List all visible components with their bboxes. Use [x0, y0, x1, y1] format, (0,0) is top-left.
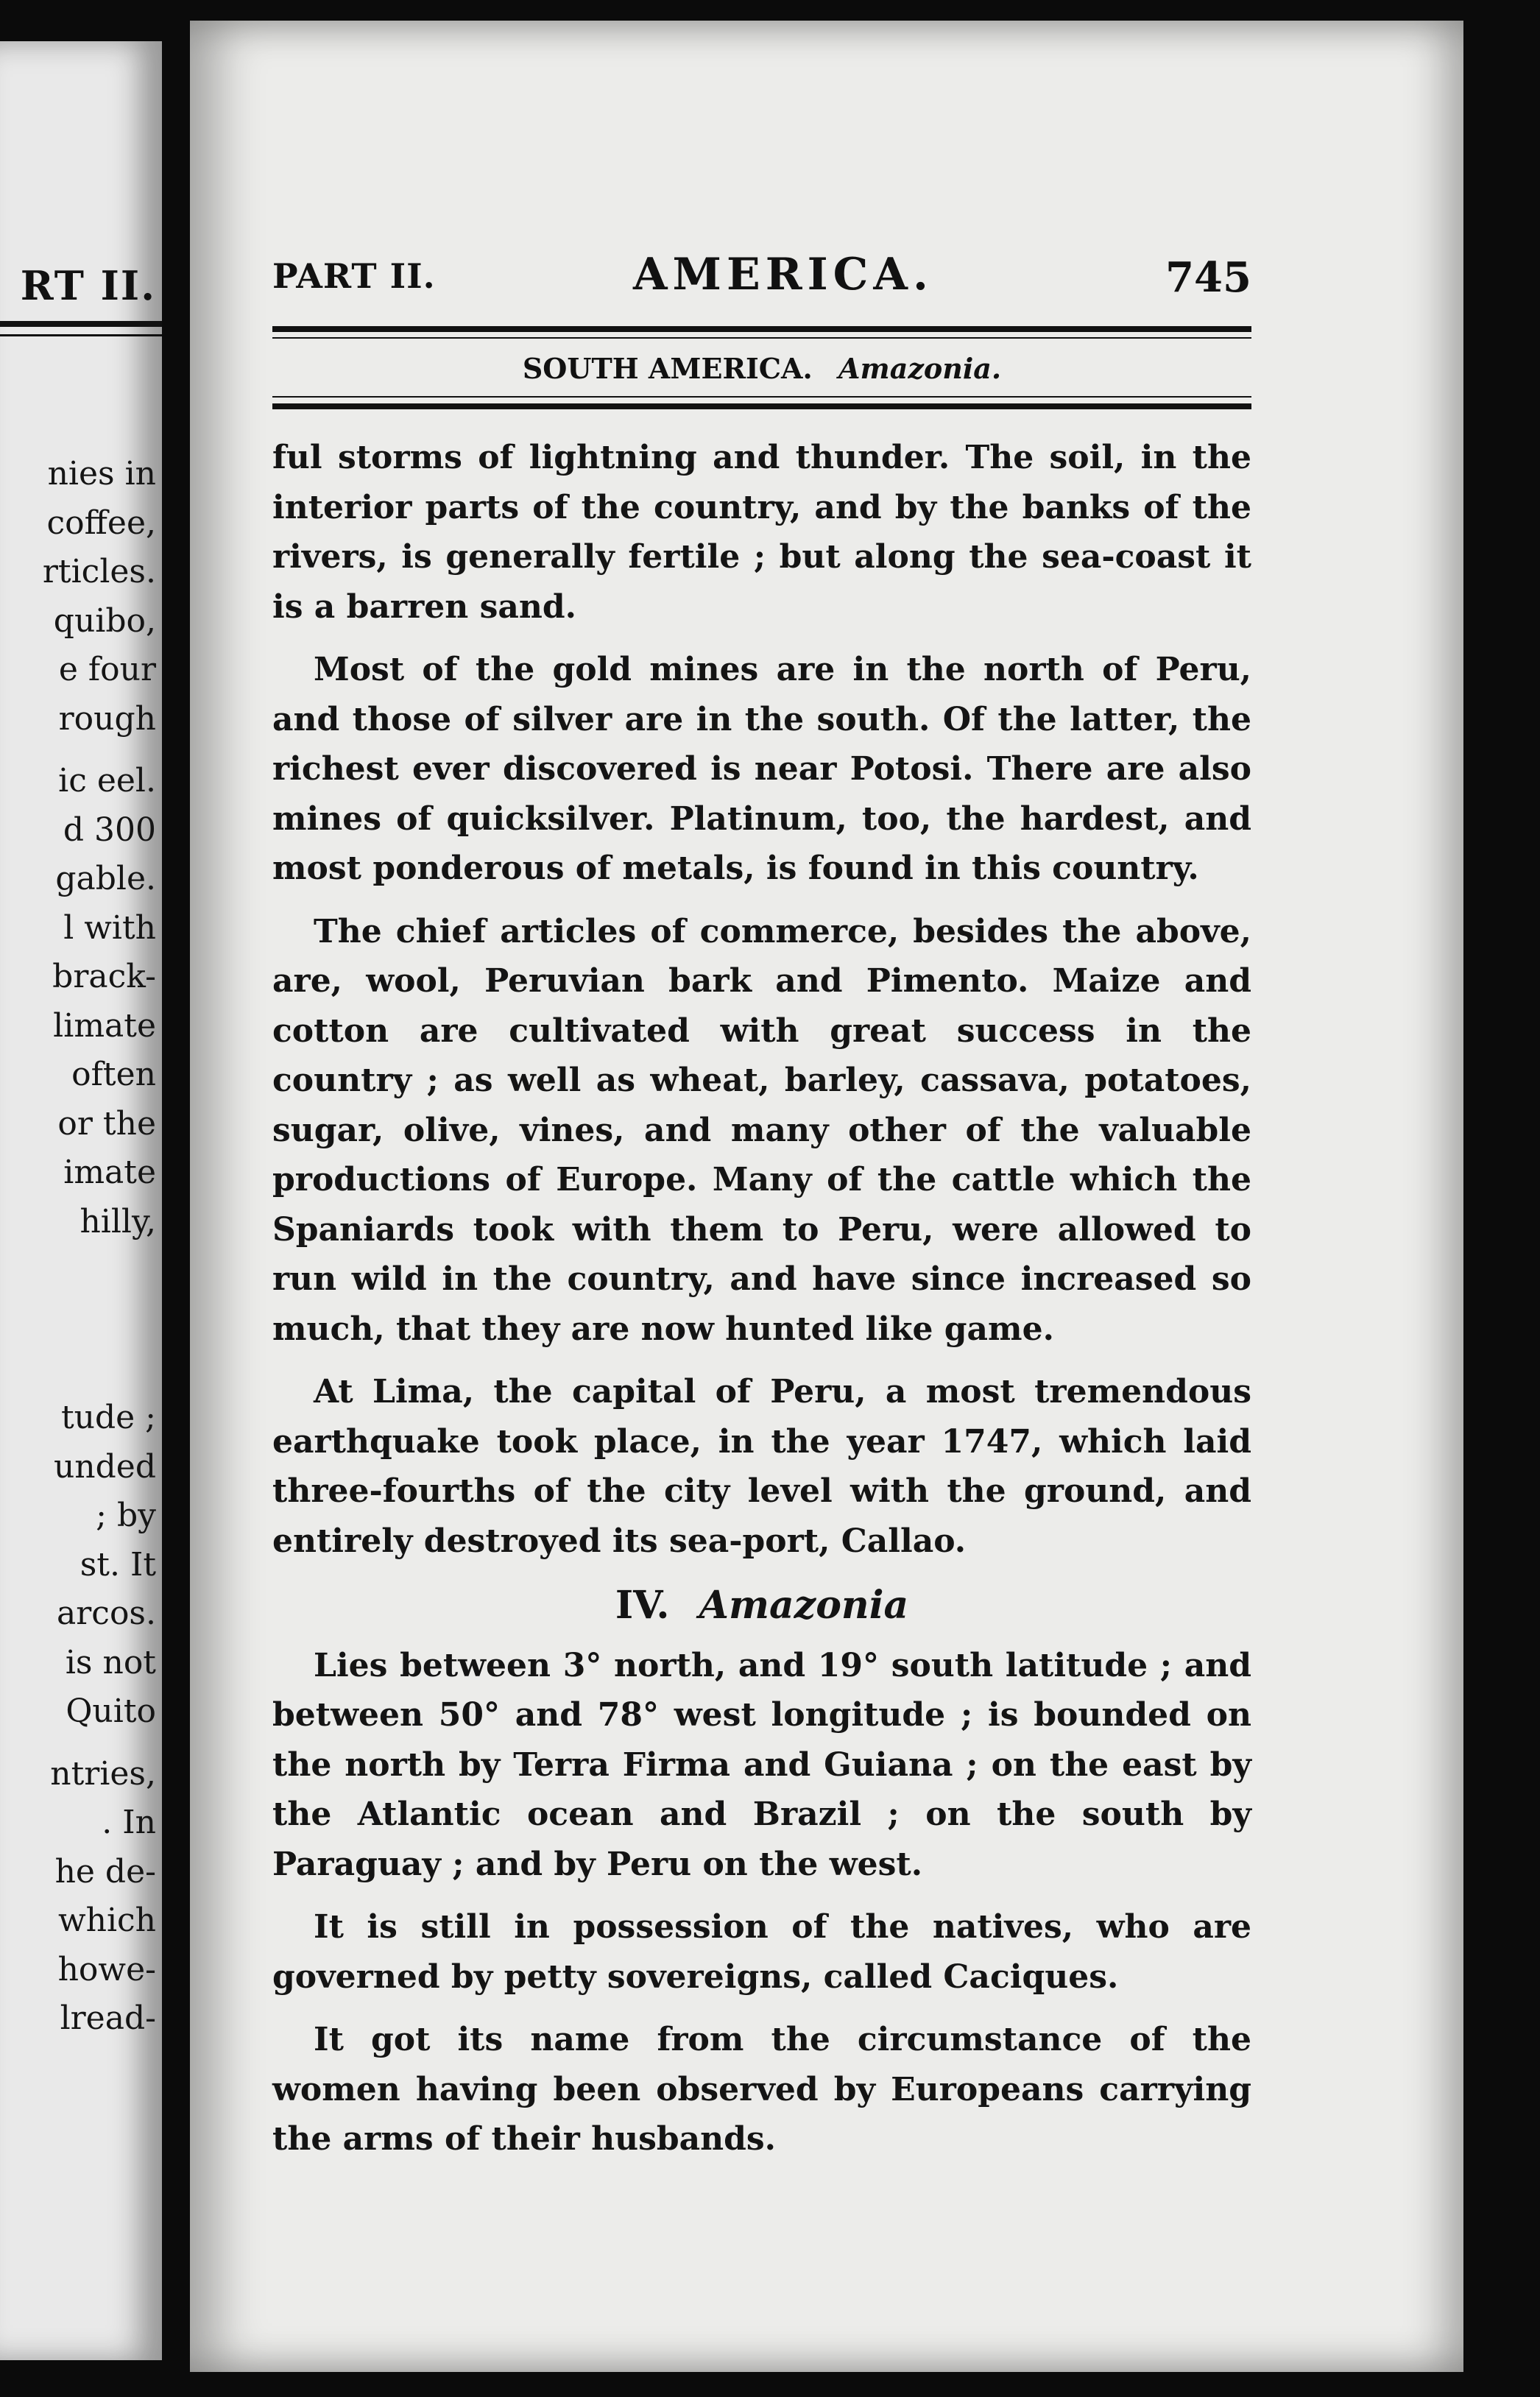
facing-line: limate: [53, 1006, 156, 1045]
facing-page-rule: [0, 321, 162, 327]
paragraph: Most of the gold mines are in the north of Peru, and those of silver are in the south. Of the latter, the richest ever discovered is near Potosi. There are also mines of quicksilver. Platinum, too, the hardest, and most ponderous of metals, is found in this country.: [272, 651, 1251, 887]
facing-line: tude ;: [60, 1399, 156, 1436]
facing-line: ic eel.: [58, 762, 156, 799]
facing-line: coffee,: [46, 504, 156, 542]
facing-line: often: [71, 1056, 156, 1093]
header-rule-thin: [272, 337, 1251, 339]
facing-line: or the: [57, 1104, 156, 1143]
facing-line: he de-: [54, 1852, 156, 1891]
facing-line: which: [57, 1902, 156, 1939]
facing-line: lread-: [60, 1999, 156, 2037]
facing-line: d 300: [63, 811, 156, 849]
facing-line: unded: [53, 1447, 156, 1486]
paragraph: It got its name from the circumstance of the women having been observed by Europeans carrying the arms of their husbands.: [272, 2021, 1251, 2158]
section-name: Amazonia: [699, 1583, 909, 1628]
facing-line: arcos.: [57, 1595, 156, 1632]
paragraph: ful storms of lightning and thunder. The soil, in the interior parts of the country, and by the banks of the rivers, is generally fertile ; but along the sea-coast it is a barren sand.: [272, 439, 1251, 626]
subheading-region: SOUTH AMERICA.: [522, 352, 813, 385]
section-number: IV.: [615, 1583, 670, 1628]
running-head-title: AMERICA.: [633, 249, 933, 300]
facing-line: ; by: [96, 1497, 156, 1534]
facing-line: rough: [58, 699, 156, 738]
paragraph: It is still in possession of the natives, who are governed by petty sovereigns, called Caciques.: [272, 1908, 1251, 1996]
facing-line: . In: [102, 1804, 156, 1841]
facing-line: e four: [58, 651, 156, 688]
facing-line: l with: [63, 908, 156, 947]
book-page: [190, 21, 1463, 2372]
facing-line: imate: [63, 1154, 156, 1191]
header-rule-thick: [272, 326, 1251, 332]
subheading-rule-thin: [272, 396, 1251, 398]
facing-line: hilly,: [80, 1202, 156, 1240]
section-heading: [272, 1581, 1251, 1631]
facing-line: is not: [65, 1643, 156, 1681]
subheading-rule-thick: [272, 403, 1251, 409]
paragraph: The chief articles of commerce, besides the above, are, wool, Peruvian bark and Pimento. Maize and cotton are cultivated with great success in the country ; as well as wheat, barley, cassava, potatoes, sugar, olive, vines, and many other of the valuable productions of Europe. Many of the cattle which the Spaniards took with them to Peru, were allowed to run wild in the country, and have since increased so much, that they are now hunted like game.: [272, 912, 1251, 1348]
running-head-part: PART II.: [272, 256, 436, 296]
facing-page-rule-thin: [0, 334, 162, 336]
facing-line: st. It: [80, 1545, 156, 1584]
facing-line: nies in: [47, 455, 156, 493]
facing-line: quibo,: [53, 601, 156, 640]
facing-line: Quito: [66, 1692, 156, 1730]
page-number: 745: [1165, 253, 1251, 302]
facing-page-header: RT II.: [20, 262, 156, 309]
subheading-country: Amazonia.: [838, 352, 1002, 385]
subheading: [272, 352, 1251, 385]
facing-line: ntries,: [50, 1754, 156, 1793]
running-head: [272, 249, 1251, 315]
paragraph: At Lima, the capital of Peru, a most tremendous earthquake took place, in the year 1747, which laid three-fourths of the city level with the ground, and entirely destroyed its sea-port, Callao.: [272, 1373, 1251, 1560]
facing-line: rticles.: [42, 553, 156, 590]
facing-page-left: [0, 41, 162, 2360]
body-text: [272, 433, 1251, 2178]
facing-line: gable.: [55, 860, 156, 897]
facing-line: howe-: [57, 1950, 156, 1988]
facing-line: brack-: [52, 958, 156, 995]
facing-page-text: [0, 450, 156, 2044]
paragraph: Lies between 3° north, and 19° south latitude ; and between 50° and 78° west longitude ; is bounded on the north by Terra Firma and Guiana ; on the east by the Atlantic ocean and Brazil ; on the south by Paraguay ; and by Peru on the west.: [272, 1646, 1251, 1883]
